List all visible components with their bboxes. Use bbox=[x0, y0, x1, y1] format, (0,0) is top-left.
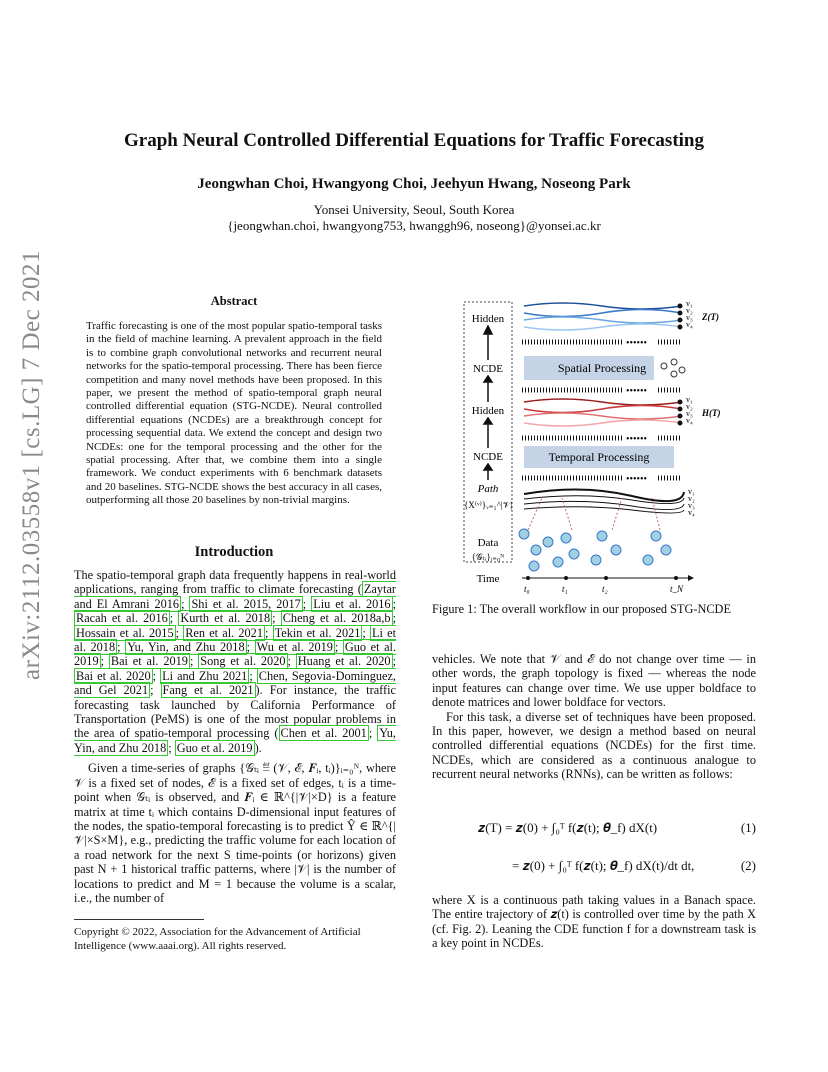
svg-text:••••••: •••••• bbox=[626, 434, 648, 445]
citation-link[interactable]: Racah et al. 2016 bbox=[76, 611, 168, 626]
citation-link[interactable]: Ren et al. 2021 bbox=[185, 625, 263, 640]
arxiv-identifier: arXiv:2112.03558v1 [cs.LG] 7 Dec 2021 bbox=[18, 250, 45, 680]
citation-link[interactable]: Cheng et al. 2018a,b bbox=[282, 611, 391, 626]
spatial-processing-label: Spatial Processing bbox=[557, 361, 647, 375]
intro-paragraph-1: The spatio-temporal graph data frequently happens in real-world applications, ranging from traffic to climate forecasting ( Zaytar and El Amrani 2016 ; Shi et al. 2015, 2017 ; Liu et al. 2016 ; Racah et al. 2016 ; Kurth et al. 2018 ; Cheng et al. 2018a,b ; Hossain et al. 2015 ; Ren et al. 2021 ; Tekin et al. 2021 ; Li et al. 2018 ; Yu, Yin, and Zhu 2018 ; Wu et al. 2019 ; Guo et al. 2019 ; Bai et al. 2019 ; Song et al. 2020 ; Huang et al. 2020 ; Bai et al. 2020 ; Li and Zhu 2021 ; Chen, Segovia-Dominguez, and Gel 2021 ; Fang et al. 2021 ). For instance, the traffic forecasting task launched by California Performance of Transportation (PeMS) is one of the most popular problems in the area of spatio-temporal processing ( Chen et al. 2001 ; Yu, Yin, and Zhu 2018 ; Guo et al. 2019 ). bbox=[74, 568, 397, 755]
label-data-sub: {𝒢ₜᵢ}ᵢ₌₀ᴺ bbox=[471, 552, 505, 562]
workflow-figure bbox=[462, 298, 762, 596]
svg-text:••••••: •••••• bbox=[626, 474, 648, 485]
affiliation-block bbox=[0, 202, 828, 234]
introduction-heading: Introduction bbox=[194, 544, 274, 560]
citation-list-2: Chen et al. 2001 ; Yu, Yin, and Zhu 2018 ; Guo et al. 2019 bbox=[74, 726, 396, 755]
right-paragraph-1: vehicles. We note that 𝒱 and ℰ do not change over time — in other words, the graph topology is fixed — whereas the node input features can change over time. We use upper boldface to denote matrices and lower boldface for vectors. bbox=[432, 652, 756, 710]
citation-link[interactable]: Wu et al. 2019 bbox=[256, 640, 333, 655]
citation-link[interactable]: Tekin et al. 2021 bbox=[274, 625, 361, 640]
citation-link[interactable]: Li et al. 2018 bbox=[74, 625, 396, 655]
affiliation: Yonsei University, Seoul, South Korea bbox=[313, 202, 515, 217]
z-node-dots bbox=[678, 304, 683, 330]
citation-link[interactable]: Guo et al. 2019 bbox=[74, 640, 397, 669]
data-to-path-links bbox=[528, 498, 660, 530]
introduction-body bbox=[74, 568, 396, 905]
author-list: Jeongwhan Choi, Hwangyong Choi, Jeehyun Hwang, Noseong Park bbox=[197, 176, 631, 192]
hidden-z-trajectories bbox=[524, 303, 682, 330]
graph-icon bbox=[661, 359, 685, 377]
data-graph-nodes bbox=[519, 529, 671, 571]
citation-link[interactable]: Bai et al. 2019 bbox=[110, 654, 188, 669]
right-paragraph-2: For this task, a diverse set of techniques have been proposed. In this paper, however, we design a method based on neural controlled differential equations (NCDEs) for the first time. NCDEs, which are considered as a continuous analogue to recurrent neural networks (RNNs), can be written as follows: bbox=[432, 709, 756, 782]
citation-link[interactable]: Chen, Segovia-Dominguez, and Gel 2021 bbox=[74, 668, 397, 698]
label-data: Data bbox=[477, 537, 499, 549]
citation-link[interactable]: Zaytar and El Amrani 2016 bbox=[74, 582, 396, 611]
citation-link[interactable]: Yu, Yin, and Zhu 2018 bbox=[74, 726, 396, 755]
citation-link[interactable]: Kurth et al. 2018 bbox=[180, 611, 271, 626]
h-output-label: H(T) bbox=[702, 408, 721, 418]
citation-link[interactable]: Guo et al. 2019 bbox=[176, 740, 253, 755]
equation-1-number: (1) bbox=[740, 820, 756, 835]
citation-link[interactable]: Bai et al. 2020 bbox=[76, 668, 151, 683]
equation-2-body: = 𝒛(0) + ∫₀ᵀ f(𝒛(t); 𝜽_f) dX(t)/dt dt, bbox=[512, 858, 695, 873]
label-path: Path bbox=[477, 483, 499, 495]
intro-paragraph-2: Given a time-series of graphs {𝒢ₜᵢ ≝ (𝒱, ℰ, 𝑭ᵢ, tᵢ)}ᵢ₌₀ᴺ, where 𝒱 is a fixed set of nodes, ℰ is a fixed set of edges, tᵢ is a time-point when 𝒢ₜᵢ is observed, and 𝑭ᵢ ∈ ℝ^{|𝒱|×D} is a feature matrix at time tᵢ which contains D-dimensional input features of the nodes, the spatio-temporal forecasting is to predict Ŷ ∈ ℝ^{|𝒱|×S×M}, e.g., predicting the traffic volume for each location of a road network for the next S time-points (or horizons) given past N + 1 historical traffic patterns, where |𝒱| is the number of locations to predict and M = 1 because the volume is a scalar, i.e., the number of bbox=[74, 761, 396, 905]
equation-2 bbox=[432, 858, 756, 874]
citation-list: Zaytar and El Amrani 2016 ; Shi et al. 2015, 2017 ; Liu et al. 2016 ; Racah et al. 2016 ; Kurth et al. 2018 ; Cheng et al. 2018a,b ; Hossain et al. 2015 ; Ren et al. 2021 ; Tekin et al. 2021 ; Li et al. 2018 ; Yu, Yin, and Zhu 2018 ; Wu et al. 2019 ; Guo et al. 2019 ; Bai et al. 2019 ; Song et al. 2020 ; Huang et al. 2020 ; Bai et al. 2020 ; Li and Zhu 2021 ; Chen, Segovia-Dominguez, and Gel 2021 ; Fang et al. 2021 bbox=[74, 582, 397, 698]
equation-1-body: 𝒛(T) = 𝒛(0) + ∫₀ᵀ f(𝒛(t); 𝜽_f) dX(t) bbox=[478, 820, 658, 835]
citation-link[interactable]: Liu et al. 2016 bbox=[313, 596, 391, 611]
copyright-notice: Copyright © 2022, Association for the Advancement of Artificial Intelligence (www.aaai.org). All rights reserved. bbox=[74, 926, 361, 952]
temporal-processing-label: Temporal Processing bbox=[548, 450, 650, 464]
h-node-labels: v₁ v₂ v₃ v₄ bbox=[686, 395, 693, 425]
paper-title: Graph Neural Controlled Differential Equations for Traffic Forecasting bbox=[124, 130, 704, 151]
right-column-text bbox=[432, 652, 756, 782]
citation-link[interactable]: Chen et al. 2001 bbox=[280, 726, 367, 741]
abstract-text: Traffic forecasting is one of the most popular spatio-temporal tasks in the field of machine learning. A prevalent approach in the field is to combine graph convolutional networks and recurrent neural networks for the spatio-temporal processing. There has been fierce competition and many novel methods have been proposed. In this paper, we present the method of spatio-temporal graph neural controlled differential equation (STG-NCDE). Neural controlled differential equations (NCDEs) are a breakthrough concept for processing sequential data. We extend the concept and design two NCDEs: one for the temporal processing and the other for the spatial processing. After that, we combine them into a single framework. We conduct experiments with 6 benchmark datasets and 20 baselines. STG-NCDE shows the best accuracy in all cases, outperforming all those 20 baselines by non-trivial margins. bbox=[86, 320, 382, 507]
footnote-rule bbox=[74, 919, 204, 920]
figure-caption: Figure 1: The overall workflow in our proposed STG-NCDE bbox=[432, 602, 731, 616]
label-hidden-2: Hidden bbox=[471, 405, 505, 417]
citation-link[interactable]: Yu, Yin, and Zhu 2018 bbox=[127, 640, 245, 655]
time-tick-labels: t₀ t₁ t₂ t_N bbox=[524, 584, 684, 594]
abstract-heading: Abstract bbox=[210, 294, 258, 308]
label-hidden-1: Hidden bbox=[471, 313, 505, 325]
equation-2-number: (2) bbox=[740, 858, 756, 873]
label-path-sub: {X⁽ᵛ⁾}ᵥ₌₁^|𝒱| bbox=[463, 500, 513, 510]
h-node-dots bbox=[678, 400, 683, 426]
hidden-h-trajectories bbox=[524, 399, 682, 426]
citation-link[interactable]: Shi et al. 2015, 2017 bbox=[191, 596, 301, 611]
author-emails: {jeongwhan.choi, hwangyong753, hwanggh96, noseong}@yonsei.ac.kr bbox=[227, 218, 601, 233]
ellipsis-1: •••••• bbox=[626, 338, 648, 349]
path-curves bbox=[524, 489, 684, 513]
label-time: Time bbox=[476, 573, 500, 585]
label-ncde-1: NCDE bbox=[473, 363, 503, 375]
citation-link[interactable]: Song et al. 2020 bbox=[200, 654, 286, 669]
z-output-label: Z(T) bbox=[702, 312, 719, 322]
svg-text:••••••: •••••• bbox=[626, 386, 648, 397]
citation-link[interactable]: Li and Zhu 2021 bbox=[162, 668, 248, 683]
citation-link[interactable]: Fang et al. 2021 bbox=[162, 683, 254, 698]
label-ncde-2: NCDE bbox=[473, 451, 503, 463]
path-node-labels: v₁ v₂ v₃ v₄ bbox=[688, 487, 695, 517]
equation-1 bbox=[432, 820, 756, 836]
citation-link[interactable]: Huang et al. 2020 bbox=[297, 654, 391, 669]
citation-link[interactable]: Hossain et al. 2015 bbox=[76, 625, 174, 640]
z-node-labels: v₁ v₂ v₃ v₄ bbox=[686, 299, 693, 329]
right-paragraph-3: where X is a continuous path taking values in a Banach space. The entire trajectory of 𝒛(t) is controlled over time by the path X (cf. Fig. 2). Leaning the CDE function f for a downstream task is a key point in NCDEs. bbox=[432, 893, 756, 951]
